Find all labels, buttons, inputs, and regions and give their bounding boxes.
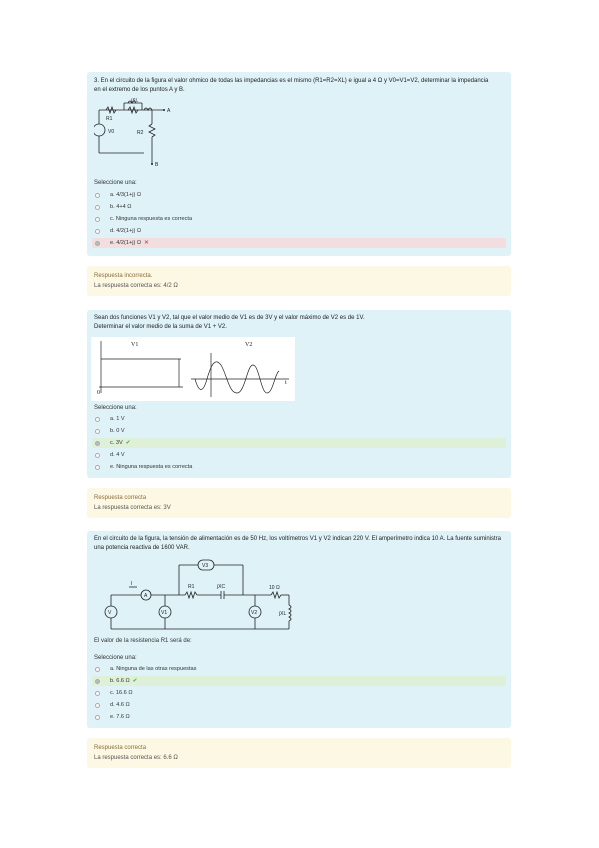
radio-icon[interactable] — [95, 205, 100, 210]
radio-icon[interactable] — [95, 417, 100, 422]
radio-icon[interactable] — [95, 193, 100, 198]
figure-label-r1: R1 — [188, 584, 195, 590]
question-1-option-a[interactable]: a. 4/3(1+j) Ω — [92, 190, 506, 200]
figure-label-origin: 0 — [97, 390, 100, 396]
figure-label-i: I — [131, 581, 133, 587]
question-2-option-e[interactable]: e. Ninguna respuesta es correcta — [92, 462, 506, 472]
figure-label-v: V0 — [108, 129, 115, 135]
radio-icon[interactable] — [95, 691, 100, 696]
question-2-option-b[interactable]: b. 0 V — [92, 426, 506, 436]
radio-icon[interactable] — [95, 441, 100, 446]
figure-label-source: V — [108, 610, 112, 616]
question-3-option-d[interactable]: d. 4.6 Ω — [92, 700, 506, 710]
incorrect-x-icon: ✕ — [144, 240, 149, 246]
question-2-text: Sean dos funciones V1 y V2, tal que el valor medio de V1 es de 3V y el valor máximo de V2 es de 1V. Determinar el valor medio de la suma de V1 + V2. — [94, 315, 365, 330]
feedback-1-status: Respuesta incorrecta. — [94, 273, 153, 279]
question-3-select-label: Seleccione una: — [94, 655, 137, 661]
radio-icon[interactable] — [95, 715, 100, 720]
feedback-2-answer: La respuesta correcta es: 3V — [94, 505, 171, 511]
radio-icon[interactable] — [95, 453, 100, 458]
question-3-option-b[interactable]: b. 6.6 Ω ✔ — [92, 676, 506, 686]
question-2-waveform-figure — [91, 337, 295, 401]
feedback-3-answer: La respuesta correcta es: 6.6 Ω — [94, 755, 178, 761]
question-1-option-c[interactable]: c. Ninguna respuesta es correcta — [92, 214, 506, 224]
correct-check-icon: ✔ — [132, 678, 138, 684]
feedback-3 — [87, 738, 511, 768]
correct-check-icon: ✔ — [125, 440, 131, 446]
radio-icon[interactable] — [95, 667, 100, 672]
radio-icon[interactable] — [95, 679, 100, 684]
question-3-card — [87, 531, 511, 728]
question-2-option-a[interactable]: a. 1 V — [92, 414, 506, 424]
feedback-3-status: Respuesta correcta — [94, 745, 147, 751]
question-1-text: 3. En el circuito de la figura el valor ohmico de todas las impedancias es el mismo (R1=R2=XL) e igual a 4 Ω y V0=V1=V2, determinar la impedancia en el extremo de los puntos A y B. — [94, 78, 489, 93]
figure-label-r2: R2 — [137, 130, 144, 136]
figure-label-v2: V2 — [251, 610, 258, 616]
figure-label-r1: R1 — [106, 116, 113, 122]
question-2-select-label: Seleccione una: — [94, 405, 137, 411]
feedback-2-status: Respuesta correcta — [94, 495, 147, 501]
question-1-circuit-figure — [94, 98, 184, 168]
question-3-option-e[interactable]: e. 7.6 Ω — [92, 712, 506, 722]
radio-icon[interactable] — [95, 703, 100, 708]
radio-icon[interactable] — [95, 217, 100, 222]
figure-label-v3: V3 — [202, 563, 209, 569]
figure-label-ammeter: A — [144, 593, 148, 599]
figure-label-xl: jXL — [279, 611, 287, 617]
radio-icon[interactable] — [95, 465, 100, 470]
question-1-select-label: Seleccione una: — [94, 180, 137, 186]
radio-icon[interactable] — [95, 429, 100, 434]
question-3-circuit-figure — [93, 553, 293, 635]
figure-label-t: t — [285, 380, 287, 386]
question-3-option-a[interactable]: a. Ninguna de las otras respuestas — [92, 664, 506, 674]
question-3-prompt: El valor de la resistencia R1 será de: — [94, 638, 192, 644]
question-1-option-b[interactable]: b. 4+4 Ω — [92, 202, 506, 212]
figure-label-v1: V1 — [131, 342, 139, 348]
radio-icon[interactable] — [95, 229, 100, 234]
question-1-option-e[interactable]: e. 4/2(1+j) Ω ✕ — [92, 238, 506, 248]
question-3-text: En el circuito de la figura, la tensión de alimentación es de 50 Hz, los voltímetros V1 y V2 indican 220 V. El amperímetro indica 10 A. La fuente suministra una potencia reactiva de 1600 VAR. — [94, 536, 501, 551]
figure-label-xl: jXL — [131, 98, 139, 104]
figure-label-v2: V2 — [245, 342, 253, 348]
question-1-card — [87, 72, 511, 256]
question-3-option-c[interactable]: c. 16.6 Ω — [92, 688, 506, 698]
question-1-option-d[interactable]: d. 4/2(1+j) Ω — [92, 226, 506, 236]
figure-label-a: A — [167, 108, 171, 114]
figure-label-b: B — [155, 162, 159, 168]
figure-label-r: 10 Ω — [269, 585, 280, 591]
question-2-card — [87, 310, 511, 478]
figure-label-xc: jXC — [217, 584, 226, 590]
feedback-1-answer: La respuesta correcta es: 4/2 Ω — [94, 283, 178, 289]
feedback-2 — [87, 488, 511, 518]
figure-label-v1: V1 — [161, 610, 168, 616]
feedback-1 — [87, 266, 511, 296]
question-2-option-c[interactable]: c. 3V ✔ — [92, 438, 506, 448]
radio-icon[interactable] — [95, 241, 100, 246]
question-2-option-d[interactable]: d. 4 V — [92, 450, 506, 460]
